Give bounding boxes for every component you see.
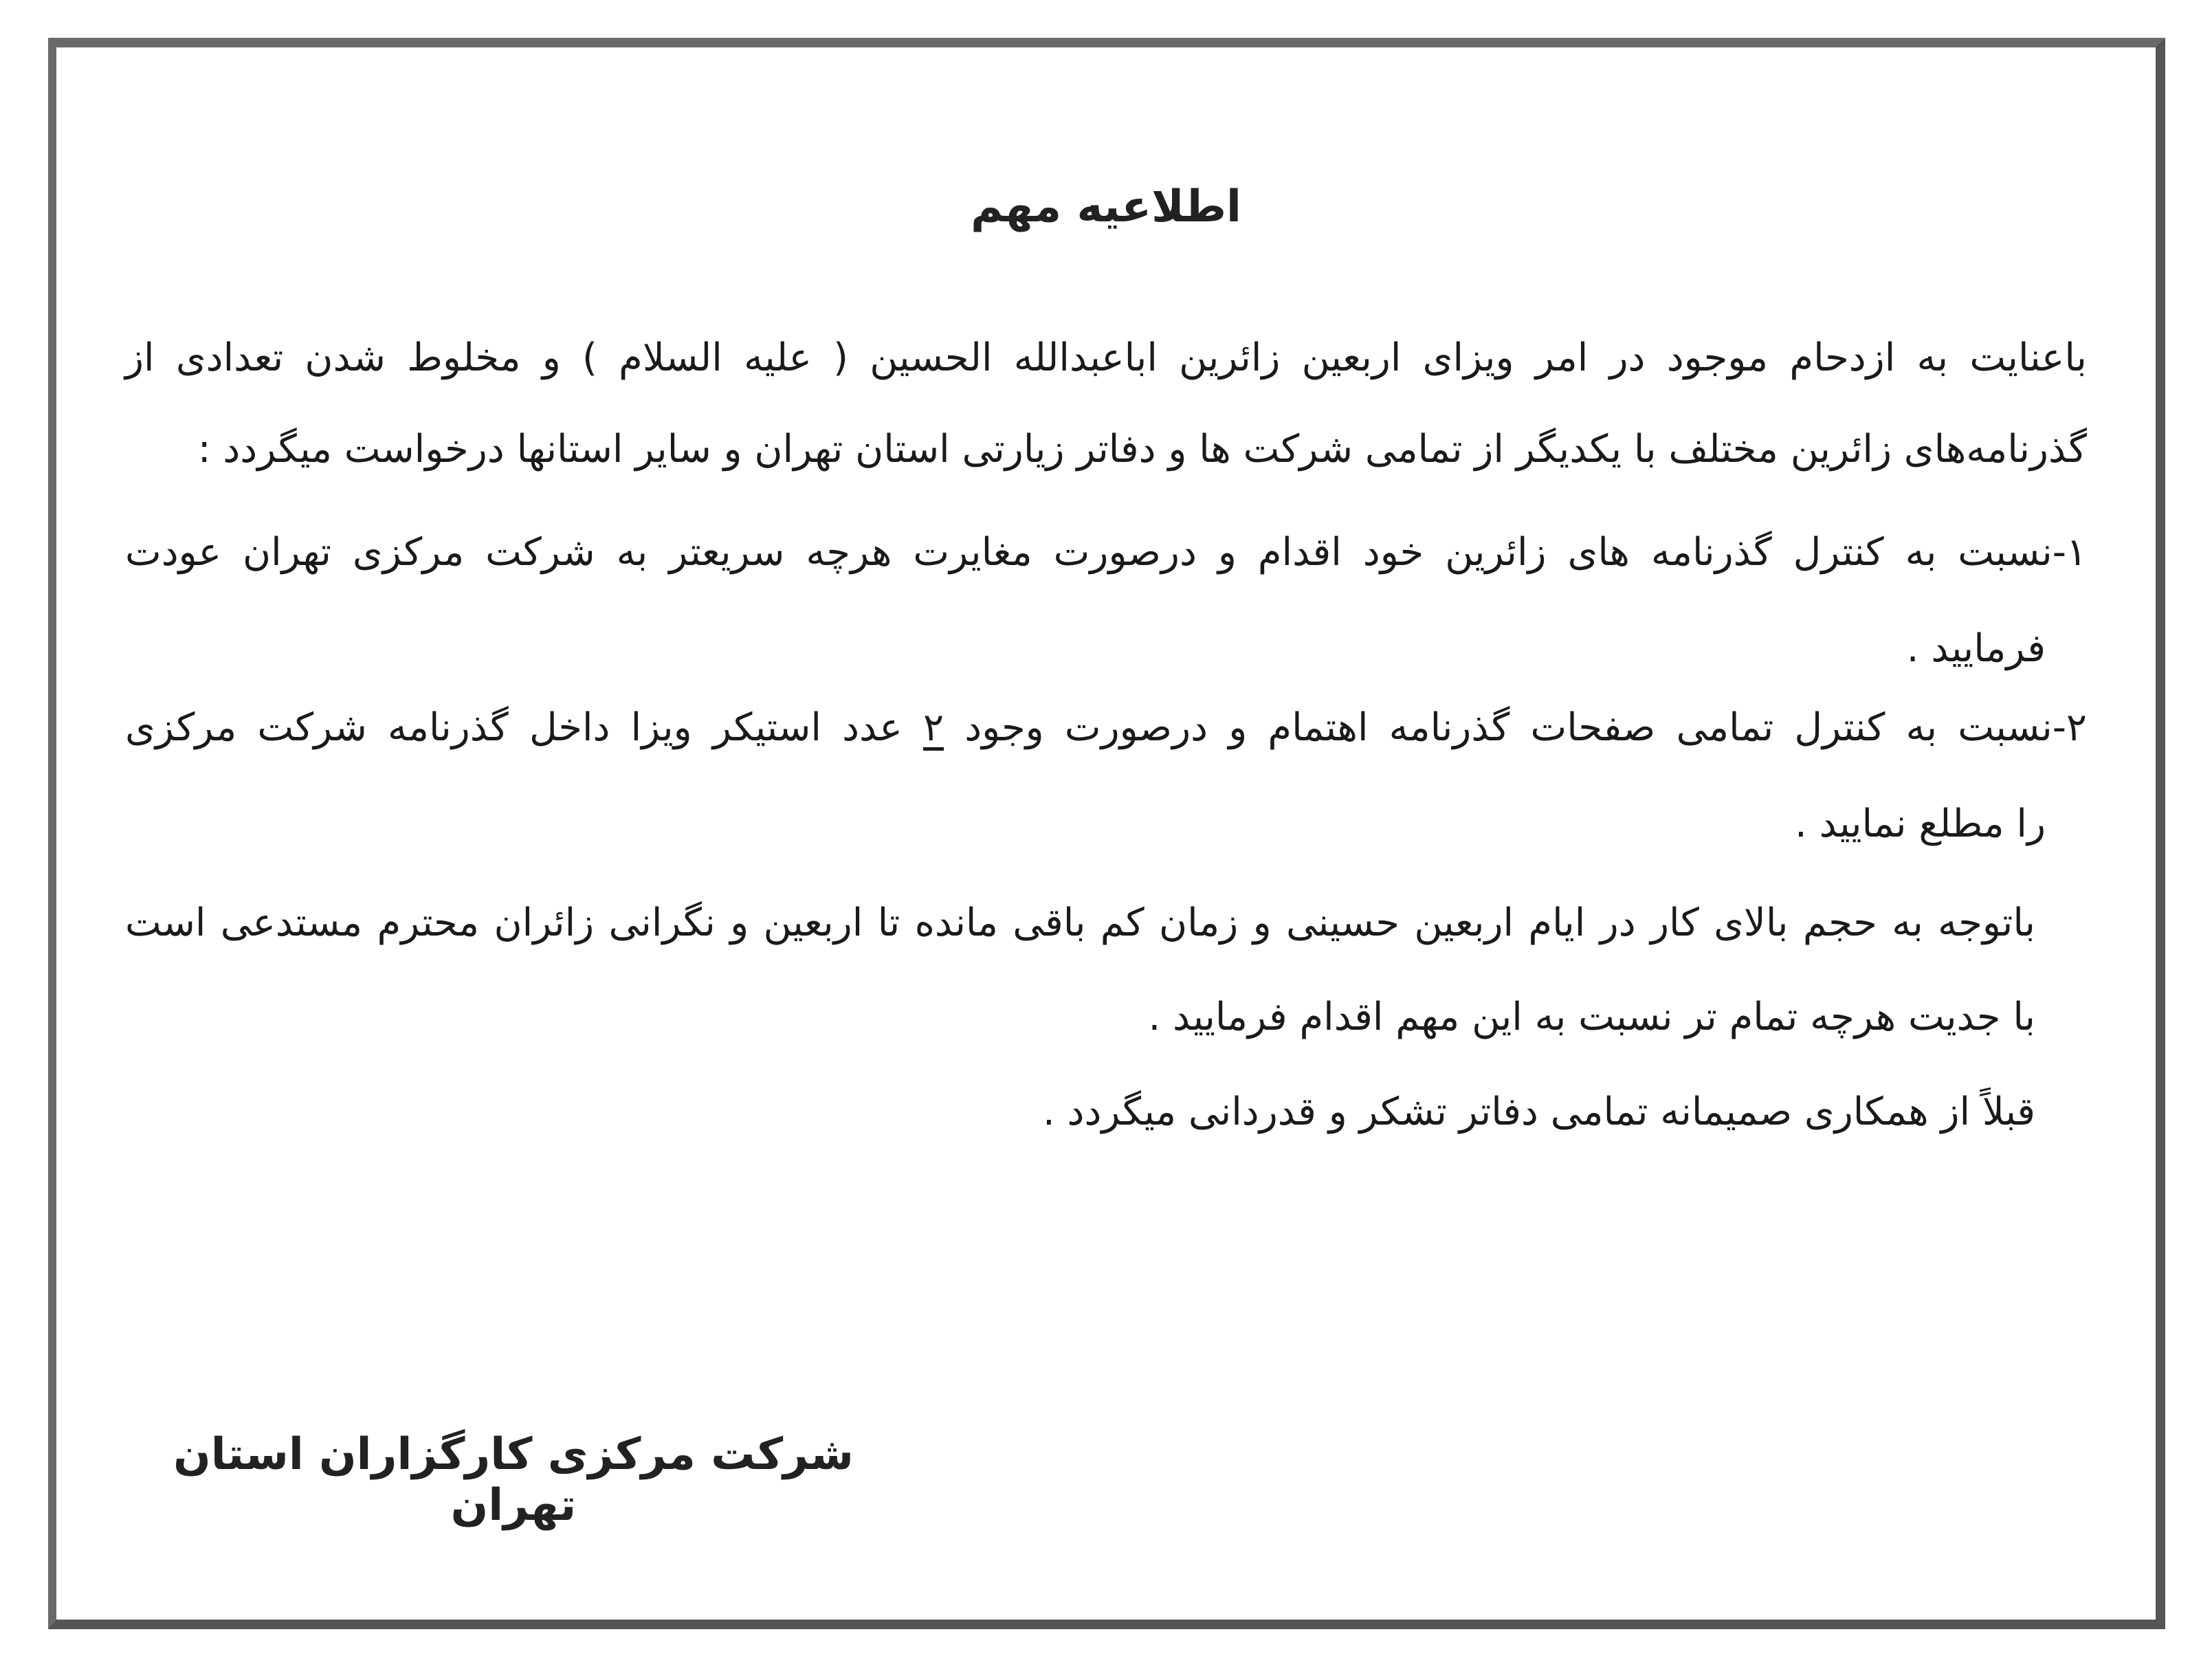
list-item-2-text-before: نسبت به کنترل تمامی صفحات گذرنامه اهتمام و درصورت وجود xyxy=(964,705,2053,750)
list-item-2 xyxy=(125,680,2087,872)
signature: شرکت مرکزی کارگزاران استان تهران xyxy=(173,1429,854,1531)
notice-line1: باتوجه به حجم بالای کار در ایام اربعین حسینی و زمان کم باقی مانده تا اربعین و نگرانی زائران محترم مستدعی است xyxy=(125,901,2035,945)
document-body xyxy=(125,47,2087,1620)
list-item-1-number: ۱- xyxy=(2052,530,2087,575)
list-item-1-line2: فرمایید . xyxy=(1906,626,2046,671)
document-frame xyxy=(48,38,2165,1629)
list-item-1-text: نسبت به کنترل گذرنامه های زائرین خود اقدام و درصورت مغایرت هرچه سریعتر به شرکت مرکزی تهران عودت xyxy=(125,530,2053,575)
sticker-count: ۲ xyxy=(922,705,944,750)
notice-line2: با جدیت هرچه تمام تر نسبت به این مهم اقدام فرمایید . xyxy=(1148,995,2035,1039)
list-item-1 xyxy=(125,505,2087,697)
list-item-2-text-after: عدد استیکر ویزا داخل گذرنامه شرکت مرکزی xyxy=(125,705,903,750)
document-title: اطلاعیه مهم xyxy=(971,181,1241,232)
list-item-2-number: ۲- xyxy=(2052,705,2087,750)
list-item-2-line1 xyxy=(125,680,2087,776)
intro-paragraph: باعنایت به ازدحام موجود در امر ویزای اربعین زائرین اباعبدالله الحسین ( علیه السلام ) و مخلوط شدن تعدادی از گذرنامه‌های زائرین مختلف با یکدیگر از تمامی شرکت ها و دفاتر زیارتی استان تهران و سایر استانها درخواست میگردد : xyxy=(125,335,2087,472)
thanks-paragraph: قبلاً از همکاری صمیمانه تمامی دفاتر تشکر و قدردانی میگردد . xyxy=(1042,1090,2035,1134)
notice-paragraph xyxy=(125,876,2035,1064)
list-item-2-line2: را مطلع نمایید . xyxy=(1795,802,2046,846)
list-item-1-line1 xyxy=(125,505,2087,601)
